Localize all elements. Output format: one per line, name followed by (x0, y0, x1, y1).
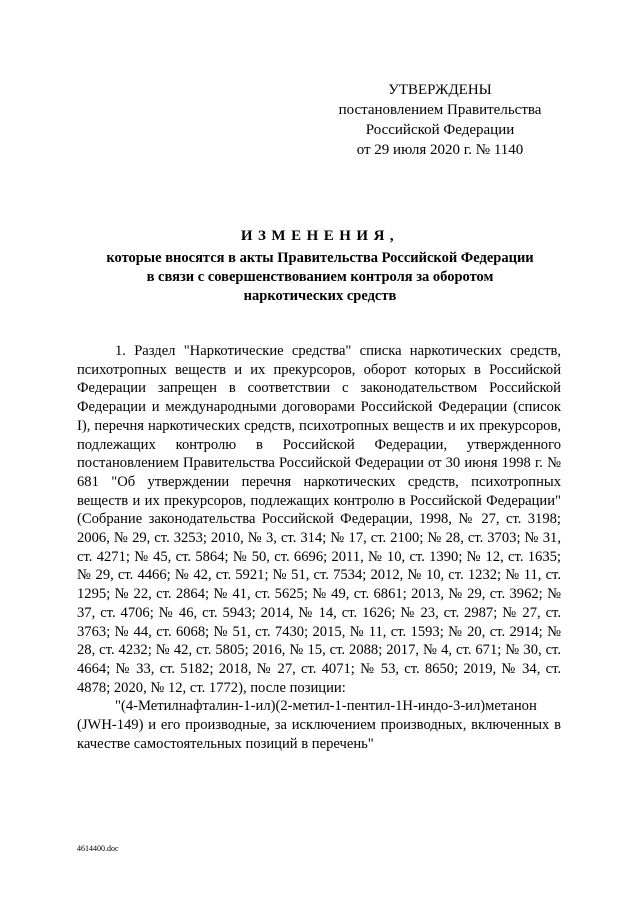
document-title: ИЗМЕНЕНИЯ, (240, 228, 400, 244)
document-subtitle (60, 249, 580, 306)
approval-country: Российской Федерации (365, 122, 515, 138)
document-body (77, 342, 561, 753)
subtitle-line-3: наркотических средств (243, 288, 397, 304)
approval-date-number: от 29 июля 2020 г. № 1140 (356, 142, 524, 158)
subtitle-line-1: которые вносятся в акты Правительства Российской Федерации (106, 250, 534, 266)
subtitle-line-2: в связи с совершенствованием контроля за оборотом (146, 269, 494, 285)
paragraph-2-quote: "(4-Метилнафталин-1-ил)(2-метил-1-пентил-1Н-индо-3-ил)метанон (JWH-149) и его производные, за исключением производных, включенных в качестве самостоятельных позиций в перечень" (77, 698, 561, 752)
approval-authority: постановлением Правительства (338, 102, 542, 118)
approval-block (330, 80, 550, 160)
approval-heading: УТВЕРЖДЕНЫ (388, 82, 492, 98)
paragraph-1: 1. Раздел "Наркотические средства" списка наркотических средств, психотропных веществ и их прекурсоров, оборот которых в Российской Федерации запрещен в соответствии с законодательством Российской Федерации и международными договорами Российской Федерации (список I), перечня наркотических средств, психотропных веществ и их прекурсоров, подлежащих контролю в Российской Федерации, утвержденного постановлением Правительства Российской Федерации от 30 июня 1998 г. № 681 "Об утверждении перечня наркотических средств, психотропных веществ и их прекурсоров, подлежащих контролю в Российской Федерации" (Собрание законодательства Российской Федерации, 1998, № 27, ст. 3198; 2006, № 29, ст. 3253; 2010, № 3, ст. 314; № 17, ст. 2100; № 28, ст. 3703; № 31, ст. 4271; № 45, ст. 5864; № 50, ст. 6696; 2011, № 10, ст. 1390; № 12, ст. 1635; № 29, ст. 4466; № 42, ст. 5921; № 51, ст. 7534; 2012, № 10, ст. 1232; № 11, ст. 1295; № 22, ст. 2864; № 41, ст. 5625; № 49, ст. 6861; 2013, № 29, ст. 3962; № 37, ст. 4706; № 46, ст. 5943; 2014, № 14, ст. 1626; № 23, ст. 2987; № 27, ст. 3763; № 44, ст. 6068; № 51, ст. 7430; 2015, № 11, ст. 1593; № 20, ст. 2914; № 28, ст. 4232; № 42, ст. 5805; 2016, № 15, ст. 2088; 2017, № 4, ст. 671; № 30, ст. 4664; № 33, ст. 5182; 2018, № 27, ст. 4071; № 53, ст. 8650; 2019, № 34, ст. 4878; 2020, № 12, ст. 1772), после позиции: (77, 343, 561, 696)
footer-filename: 4614400.doc (77, 844, 119, 853)
